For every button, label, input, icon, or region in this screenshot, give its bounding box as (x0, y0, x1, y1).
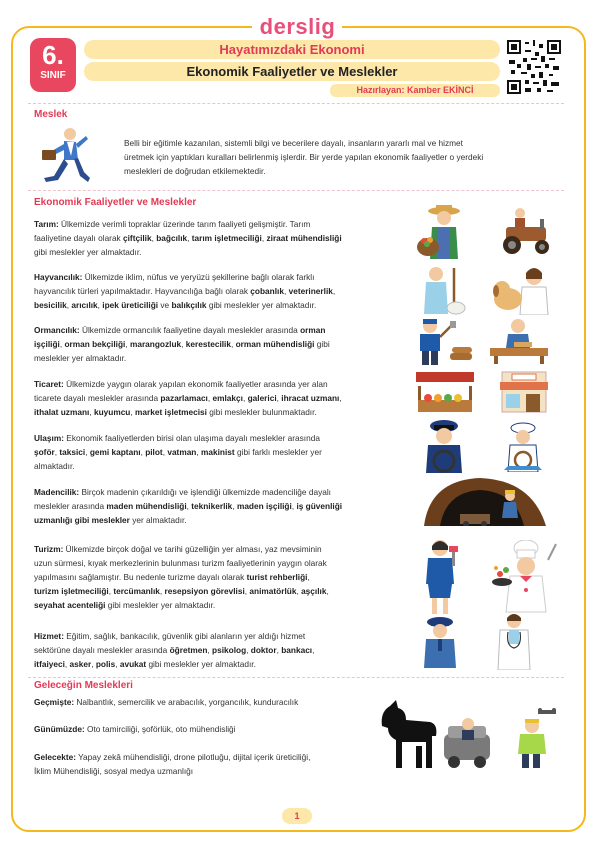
text-line (34, 570, 329, 584)
qr-code-icon[interactable] (507, 40, 561, 94)
text-line (34, 231, 342, 245)
activity-label: Ormancılık: (34, 325, 80, 335)
profession-name: resepsiyon görevlisi (164, 586, 245, 596)
text-run: , (283, 286, 289, 296)
activity-label: Tarım: (34, 219, 59, 229)
future-paragraph (34, 722, 236, 736)
period-label: Geçmişte: (34, 697, 75, 707)
profession-name: orman bekçiliği (64, 339, 126, 349)
profession-name: ithalat uzmanı (34, 407, 90, 417)
text-line (34, 750, 310, 764)
text-run: , (130, 407, 136, 417)
text-line (34, 323, 330, 337)
text-run: yapılmasını sağlamıştır. Bu nedenle turizme dayalı olarak (34, 572, 247, 582)
activity-label: Madencilik: (34, 487, 80, 497)
text-line (34, 351, 330, 365)
text-run: gibi meslekler yer almaktadır. (206, 300, 317, 310)
author-label: Hazırlayan: Kamber EKİNCİ (330, 84, 500, 97)
text-run: hayvancılık türleri yapılmaktadır. Hayvancılığa bağlı olarak (34, 286, 251, 296)
text-run: Birçok madenin çıkarıldığı ve işlendiği ülkemizde madenciliğe dayalı (79, 487, 331, 497)
profession-name: çobanlık (250, 286, 284, 296)
profession-name: tercümanlık (113, 586, 160, 596)
text-run: , (91, 659, 96, 669)
section-heading-faaliyetler: Ekonomik Faaliyetler ve Meslekler (34, 197, 197, 208)
activity-paragraph (34, 377, 342, 419)
text-run: , (326, 586, 329, 596)
text-run: Ülkemizde birçok doğal ve tarihi güzelliğin yer alması, yaz mevsiminin (63, 544, 322, 554)
text-run: Ekonomik faaliyetlerden birisi olan ulaşıma dayalı meslekler arasında (63, 433, 320, 443)
text-run: , (307, 572, 310, 582)
text-line (34, 629, 314, 643)
activity-label: Ulaşım: (34, 433, 64, 443)
text-line (34, 431, 322, 445)
profession-name: orman (300, 325, 326, 335)
text-line (34, 499, 342, 513)
profession-name: maden mühendisliği (106, 501, 187, 511)
page-number: 1 (282, 808, 312, 824)
lumberjack-icon (412, 317, 474, 365)
text-run: Ülkemizde verimli topraklar üzerinde tarım faaliyeti gelişmiştir. Tarım (58, 219, 311, 229)
grade-word: SINIF (40, 70, 66, 81)
text-run: , (181, 339, 186, 349)
text-line (34, 722, 236, 736)
police-officer-icon (420, 614, 460, 668)
activity-paragraph (34, 485, 342, 527)
profession-name: veterinerlik (288, 286, 333, 296)
drone-pilot-icon (514, 708, 558, 768)
text-run: gibi (314, 339, 330, 349)
profession-name: bankacı (281, 645, 313, 655)
profession-name: makinist (201, 447, 235, 457)
profession-name: orman mühendisliği (235, 339, 315, 349)
text-run: , (108, 586, 114, 596)
text-line (34, 657, 314, 671)
profession-name: animatörlük (249, 586, 297, 596)
veterinarian-icon (490, 265, 552, 315)
text-line (34, 598, 329, 612)
shop-icon (498, 368, 550, 414)
section-heading-meslek: Meslek (34, 109, 68, 120)
section-heading-gelecek: Geleceğin Meslekleri (34, 680, 133, 691)
text-line (34, 513, 342, 527)
chef-icon (490, 540, 560, 614)
text-run: gibi meslekler yer almaktadır. (34, 247, 142, 257)
text-line (34, 542, 329, 556)
text-run: almaktadır. (34, 461, 75, 471)
text-line (34, 270, 335, 284)
separator (28, 103, 564, 104)
text-line: meslekleri de doğrudan etkilemektedir. (124, 166, 266, 176)
activity-label: Hizmet: (34, 631, 64, 641)
meslek-definition (124, 136, 483, 178)
activity-paragraph (34, 431, 322, 473)
text-line (34, 217, 342, 231)
horse-silhouette-icon (376, 696, 440, 770)
separator (28, 677, 564, 678)
text-line (34, 485, 342, 499)
profession-name: işçiliği (34, 339, 60, 349)
separator (28, 190, 564, 191)
text-run: , (291, 501, 297, 511)
text-line (34, 391, 342, 405)
text-run: , (196, 447, 202, 457)
activity-paragraph (34, 323, 330, 365)
profession-name: besicilik (34, 300, 67, 310)
profession-name: polis (95, 659, 116, 669)
text-run: uzun sürmesi, kıyak merkezlerinin bulunması turizm faaliyetlerinin yaygın olarak (34, 558, 327, 568)
profession-name: uzmanlığı gibi meslekler (34, 515, 130, 525)
text-line (34, 298, 335, 312)
shepherd-icon (418, 264, 466, 316)
profession-name: itfaiyeci (34, 659, 65, 669)
profession-name: kerestecilik (185, 339, 231, 349)
profession-name: şoför (34, 447, 55, 457)
profession-name: bağcılık (156, 233, 188, 243)
lesson-title: Ekonomik Faaliyetler ve Meslekler (84, 62, 500, 81)
profession-name: balıkçılık (171, 300, 207, 310)
text-run: , (89, 407, 94, 417)
profession-name: gemi kaptanı (89, 447, 141, 457)
profession-name: öğretmen (169, 645, 208, 655)
text-run: Eğitim, sağlık, bankacılık, güvenlik gibi alanların yer aldığı hizmet (63, 631, 306, 641)
text-run: yer almaktadır. (129, 515, 187, 525)
ship-captain-icon (502, 420, 544, 472)
text-run: , (246, 645, 251, 655)
text-line (34, 695, 298, 709)
text-run: , (159, 586, 165, 596)
text-run: , (332, 286, 336, 296)
tour-guide-icon (418, 538, 462, 614)
profession-name: turizm işletmeciliği (34, 586, 109, 596)
carpenter-icon (488, 318, 550, 364)
text-run: Ülkemizde ormancılık faaliyetine dayalı meslekler arasında (79, 325, 301, 335)
text-line (34, 459, 322, 473)
profession-name: çiftçilik (123, 233, 152, 243)
text-line (34, 377, 342, 391)
profession-name: aşçılık (301, 586, 327, 596)
mechanic-icon (444, 716, 490, 768)
activity-paragraph (34, 217, 342, 259)
text-run: , (207, 645, 213, 655)
text-run: ticarete dayalı meslekler arasında (34, 393, 161, 403)
text-run: faaliyetine dayalı olarak (34, 233, 124, 243)
future-paragraph (34, 750, 310, 778)
profession-name: avukat (119, 659, 147, 669)
grade-badge (30, 38, 76, 92)
text-run: ve (158, 300, 172, 310)
text-line (34, 445, 322, 459)
profession-name: pilot (145, 447, 163, 457)
text-line (34, 643, 314, 657)
text-line (34, 284, 335, 298)
text-run: gibi farklı meslekler yer (234, 447, 322, 457)
text-run: , (339, 393, 342, 403)
text-run: gibi meslekler yer almaktadır. (105, 600, 216, 610)
text-run: meslekler yer almaktadır. (34, 353, 127, 363)
text-run: , (64, 659, 70, 669)
text-run: , (207, 393, 213, 403)
text-run: gibi meslekler yer almaktadır. (146, 659, 256, 669)
text-run: Oto tamirciliği, şoförlük, oto mühendisliği (84, 724, 236, 734)
period-label: Gelecekte: (34, 752, 76, 762)
text-run: , (162, 447, 168, 457)
unit-title: Hayatımızdaki Ekonomi (84, 40, 500, 59)
profession-name: marangozluk (129, 339, 182, 349)
text-run: , (115, 659, 120, 669)
text-run: , (276, 645, 282, 655)
profession-name: ihracat uzmanı (281, 393, 340, 403)
profession-name: galerici (247, 393, 277, 403)
text-run: sektörüne dayalı meslekler arasında (34, 645, 170, 655)
profession-name: tarım işletmeciliği (191, 233, 262, 243)
grade-number: 6. (42, 40, 64, 70)
text-run: , (66, 300, 72, 310)
activity-paragraph (34, 542, 329, 612)
text-run: , (242, 393, 248, 403)
profession-name: ziraat mühendisliği (266, 233, 342, 243)
profession-name: turist rehberliği (246, 572, 308, 582)
profession-name: taksici (59, 447, 86, 457)
text-line: Belli bir eğitimle kazanılan, sistemli bilgi ve becerilere dayalı, insanların yararlı mal ve hizmet (124, 138, 463, 148)
text-run: , (85, 447, 90, 457)
text-run: Yapay zekâ mühendisliği, drone pilotluğu, dijital içerik üreticiliği, (75, 752, 311, 762)
text-run: , (54, 447, 60, 457)
mine-icon (420, 474, 550, 526)
text-run: , (186, 501, 192, 511)
doctor-icon (496, 612, 532, 670)
future-paragraph (34, 695, 298, 709)
tractor-icon (496, 205, 556, 255)
activity-label: Turizm: (34, 544, 64, 554)
activity-paragraph (34, 629, 314, 671)
profession-name: doktor (250, 645, 277, 655)
text-line (34, 405, 342, 419)
profession-name: ipek üreticiliği (102, 300, 159, 310)
activity-paragraph (34, 270, 335, 312)
text-run: , (296, 586, 302, 596)
profession-name: iş güvenliği (296, 501, 343, 511)
text-line (34, 337, 330, 351)
text-run: , (261, 233, 267, 243)
running-businessman-icon (34, 126, 94, 190)
text-run: Ülkemizde yaygın olarak yapılan ekonomik faaliyetler arasında yer alan (63, 379, 328, 389)
text-line (34, 245, 342, 259)
text-run: , (244, 586, 250, 596)
text-run: gibi meslekler bulunmaktadır. (206, 407, 317, 417)
profession-name: emlakçı (212, 393, 243, 403)
text-run: , (230, 339, 236, 349)
profession-name: kuyumcu (93, 407, 131, 417)
activity-label: Ticaret: (34, 379, 64, 389)
text-run: Nalbantlık, semercilik ve arabacılık, yorgancılık, kunduracılık (74, 697, 299, 707)
profession-name: vatman (167, 447, 197, 457)
brand-logo: derslig (259, 14, 336, 39)
profession-name: psikolog (212, 645, 247, 655)
text-run: Ülkemizde iklim, nüfus ve yeryüzü şekillerine bağlı olarak farklı (82, 272, 315, 282)
profession-name: teknikerlik (191, 501, 233, 511)
text-run: , (312, 645, 315, 655)
market-stall-icon (414, 370, 476, 414)
text-run: , (151, 233, 157, 243)
profession-name: market işletmecisi (135, 407, 207, 417)
text-line (34, 556, 329, 570)
driver-icon (420, 417, 468, 473)
text-run: , (140, 447, 146, 457)
profession-name: maden işçiliği (236, 501, 292, 511)
period-label: Günümüzde: (34, 724, 85, 734)
text-run: , (97, 300, 103, 310)
profession-name: seyahat acenteliği (34, 600, 106, 610)
text-run: İklim Mühendisliği, sosyal medya uzmanlığı (34, 766, 194, 776)
text-run: , (187, 233, 192, 243)
text-run: , (59, 339, 65, 349)
profession-name: asker (69, 659, 92, 669)
activity-label: Hayvancılık: (34, 272, 83, 282)
text-line (34, 584, 329, 598)
text-run: , (232, 501, 237, 511)
text-run: meslekler arasında (34, 501, 107, 511)
farmer-icon (414, 203, 470, 261)
profession-name: pazarlamacı (160, 393, 208, 403)
profession-name: arıcılık (71, 300, 98, 310)
text-line: üretmek için yaptıkları kuralları belirlenmiş işlerdir. Bir yerde yapılan ekonomik faaliyetler o yerdeki (124, 152, 484, 162)
text-run: , (276, 393, 282, 403)
text-run: , (125, 339, 130, 349)
text-line (34, 764, 310, 778)
